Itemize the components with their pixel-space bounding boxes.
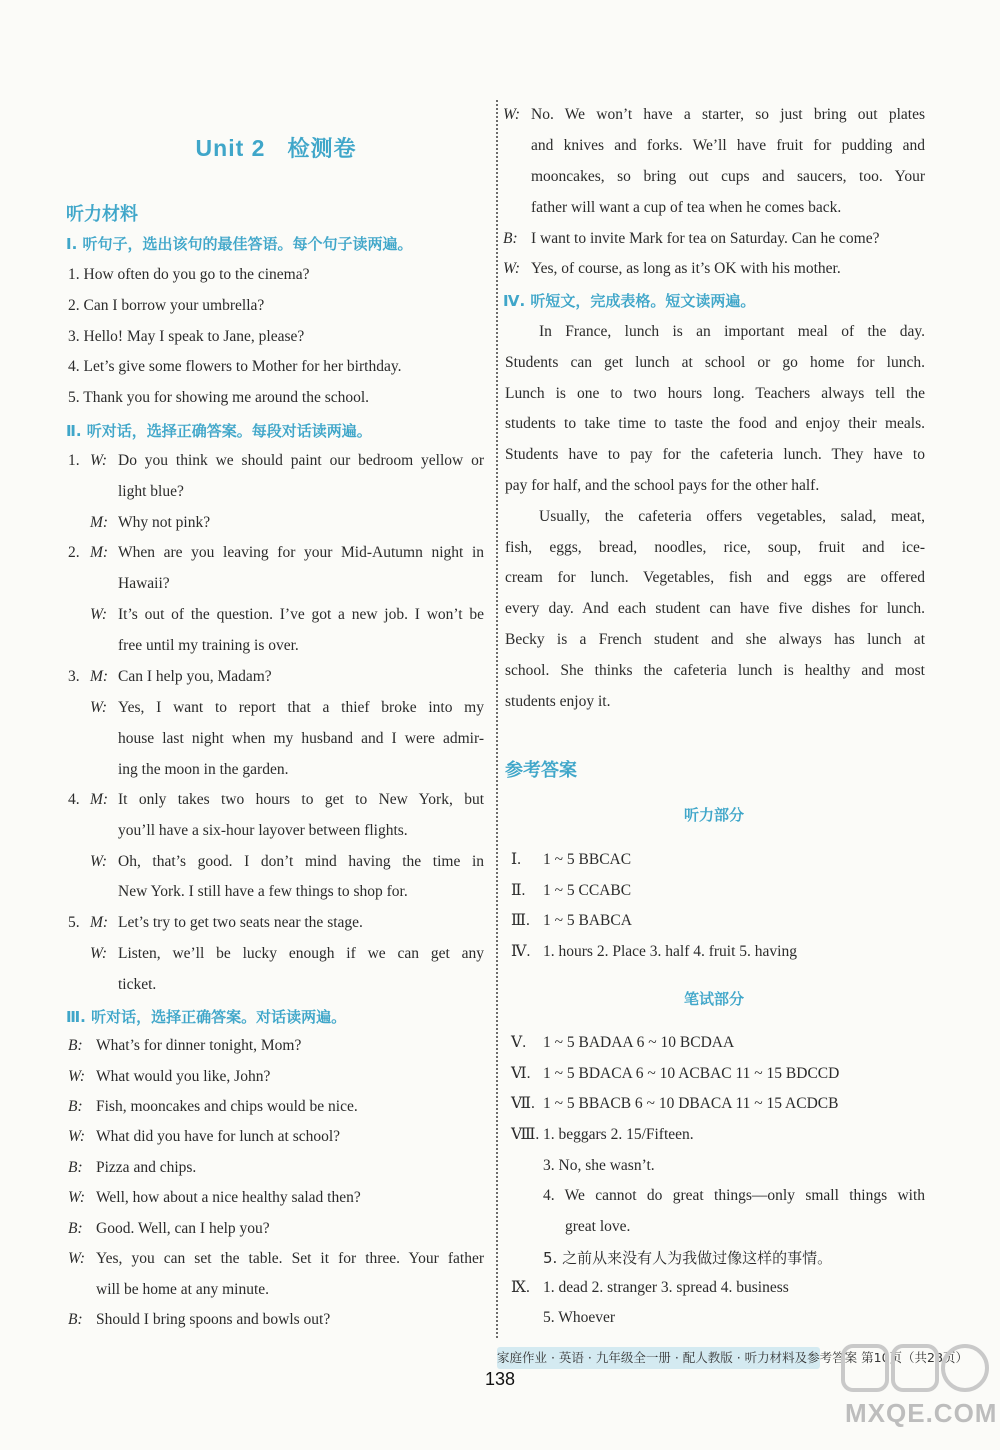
passage-line: pay for half, and the school pays for the other half.	[505, 477, 820, 494]
answer-row	[511, 1064, 839, 1084]
page-number: 138	[484, 1369, 516, 1389]
dialogue-line: What would you like, John?	[96, 1068, 271, 1085]
passage-line: In France, lunch is an important meal of the day.	[539, 323, 925, 340]
dialogue-line: Well, how about a nice healthy salad then?	[96, 1189, 361, 1206]
speaker-label: W:	[90, 853, 108, 870]
answer-row	[511, 942, 797, 962]
speaker-label: B:	[68, 1159, 83, 1176]
dialogue-line: Pizza and chips.	[96, 1159, 197, 1176]
dialogue-line: mooncakes, so bring out cups and saucers, too. Your	[531, 168, 925, 185]
dialogue-line: No. We won’t have a starter, so just bring out plates	[531, 106, 925, 123]
answer-line: 5. Whoever	[543, 1309, 616, 1326]
speaker-label: W:	[503, 106, 521, 123]
dialogue-line: It’s out of the question. I’ve got a new job. I won’t be	[118, 606, 484, 623]
answer-text: 1 ~ 5 BADAA 6 ~ 10 BCDAA	[543, 1034, 735, 1051]
answer-row	[511, 1125, 694, 1145]
dialogue-number: 4.	[68, 791, 80, 808]
answer-text: 1 ~ 5 CCABC	[543, 882, 632, 899]
passage-line: cream for lunch. Vegetables, fish and eggs are offered	[505, 569, 925, 586]
dialogue-line: What did you have for lunch at school?	[96, 1128, 341, 1145]
dialogue-line: Yes, you can set the table. Set it for three. Your father	[96, 1250, 484, 1267]
dialogue-line: Oh, that’s good. I don’t mind having the time in	[118, 853, 484, 870]
column-divider	[496, 100, 498, 1338]
passage-line: every day. And each student can have five dishes for lunch.	[505, 600, 925, 617]
answer-label: Ⅸ.	[511, 1279, 530, 1296]
listening-part-heading: 听力部分	[683, 806, 744, 824]
answer-row	[511, 1033, 734, 1053]
speaker-label: W:	[90, 606, 108, 623]
passage-line: students to take time to taste the food and enjoy their meals.	[505, 415, 925, 432]
listening-heading: 听力材料	[66, 204, 138, 225]
speaker-label: W:	[68, 1189, 86, 1206]
answer-row	[511, 1094, 838, 1114]
dialogue-line: ticket.	[118, 976, 157, 993]
passage-line: Becky is a French student and she always has lunch at	[505, 631, 925, 648]
answer-row	[511, 881, 631, 901]
speaker-label: W:	[90, 699, 108, 716]
speaker-label: B:	[68, 1098, 83, 1115]
dialogue-line: Good. Well, can I help you?	[96, 1220, 270, 1237]
speaker-label: M:	[90, 544, 109, 561]
answer-text: 1. beggars 2. 15/Fifteen.	[543, 1126, 694, 1143]
section-2-heading: Ⅱ. 听对话，选择正确答案。每段对话读两遍。	[66, 422, 372, 440]
part1-line: 1. How often do you go to the cinema?	[68, 266, 310, 283]
dialogue-line: ing the moon in the garden.	[118, 761, 289, 778]
passage-line: Students can get lunch at school or go home for lunch.	[505, 354, 925, 371]
dialogue-line: and knives and forks. We’ll have fruit for pudding and	[531, 137, 925, 154]
dialogue-line: will be home at any minute.	[96, 1281, 270, 1298]
answer-label: Ⅴ.	[511, 1034, 527, 1051]
answer-line: 5. 之前从来没有人为我做过像这样的事情。	[543, 1249, 833, 1267]
answer-label: Ⅵ.	[511, 1065, 531, 1082]
speaker-label: B:	[68, 1220, 83, 1237]
answer-line: 3. No, she wasn’t.	[543, 1157, 655, 1174]
section-4-heading: Ⅳ. 听短文，完成表格。短文读两遍。	[503, 292, 756, 310]
answer-row	[511, 850, 631, 870]
dialogue-line: Why not pink?	[118, 514, 211, 531]
answer-text: 1 ~ 5 BBACB 6 ~ 10 DBACA 11 ~ 15 ACDCB	[543, 1095, 839, 1112]
dialogue-line: house last night when my husband and I were admir-	[118, 730, 484, 747]
dialogue-line: you’ll have a six-hour layover between flights.	[118, 822, 408, 839]
part1-line: 2. Can I borrow your umbrella?	[68, 297, 265, 314]
answers-heading: 参考答案	[505, 760, 577, 781]
answer-text: 1. dead 2. stranger 3. spread 4. business	[543, 1279, 789, 1296]
passage-line: Lunch is one to two hours long. Teachers always tell the	[505, 385, 925, 402]
speaker-label: B:	[68, 1037, 83, 1054]
speaker-label: M:	[90, 791, 109, 808]
answer-text: 1 ~ 5 BDACA 6 ~ 10 ACBAC 11 ~ 15 BDCCD	[543, 1065, 840, 1082]
answer-label: Ⅲ.	[511, 912, 530, 929]
dialogue-line: free until my training is over.	[118, 637, 299, 654]
speaker-label: W:	[68, 1128, 86, 1145]
dialogue-line: When are you leaving for your Mid-Autumn night in	[118, 544, 484, 561]
dialogue-number: 2.	[68, 544, 80, 561]
answer-row	[511, 911, 632, 931]
dialogue-line: Listen, we’ll be lucky enough if we can get any	[118, 945, 484, 962]
answer-label: Ⅱ.	[511, 882, 526, 899]
section-3-heading: Ⅲ. 听对话，选择正确答案。对话读两遍。	[66, 1008, 347, 1026]
passage-line: school. She thinks the cafeteria lunch is healthy and most	[505, 662, 925, 679]
watermark-logo-icon	[835, 1338, 998, 1448]
dialogue-number: 5.	[68, 914, 80, 931]
dialogue-line: I want to invite Mark for tea on Saturday. Can he come?	[531, 230, 880, 247]
answer-text: 1. hours 2. Place 3. half 4. fruit 5. having	[543, 943, 797, 960]
dialogue-line: Can I help you, Madam?	[118, 668, 272, 685]
dialogue-line: Should I bring spoons and bowls out?	[96, 1311, 331, 1328]
passage-line: Usually, the cafeteria offers vegetables, salad, meat,	[539, 508, 925, 525]
speaker-label: W:	[68, 1250, 86, 1267]
speaker-label: M:	[90, 668, 109, 685]
speaker-label: M:	[90, 514, 109, 531]
passage-line: Students have to pay for the cafeteria lunch. They have to	[505, 446, 925, 463]
speaker-label: B:	[503, 230, 518, 247]
writing-part-heading: 笔试部分	[683, 990, 744, 1008]
dialogue-line: New York. I still have a few things to shop for.	[118, 883, 408, 900]
speaker-label: B:	[68, 1311, 83, 1328]
answer-label: Ⅰ.	[511, 851, 521, 868]
answer-text: 1 ~ 5 BABCA	[543, 912, 632, 929]
unit-title	[66, 132, 486, 163]
unit-number: Unit 2	[195, 135, 266, 161]
dialogue-line: What’s for dinner tonight, Mom?	[96, 1037, 302, 1054]
dialogue-line: Do you think we should paint our bedroom yellow or	[118, 452, 484, 469]
answer-line: great love.	[565, 1218, 631, 1235]
dialogue-number: 3.	[68, 668, 80, 685]
unit-name: 检测卷	[287, 137, 357, 162]
part1-line: 5. Thank you for showing me around the school.	[68, 389, 370, 406]
speaker-label: W:	[503, 260, 521, 277]
dialogue-line: father will want a cup of tea when he comes back.	[531, 199, 842, 216]
passage-line: fish, eggs, bread, noodles, rice, soup, fruit and ice-	[505, 539, 925, 556]
speaker-label: W:	[90, 452, 108, 469]
speaker-label: M:	[90, 914, 109, 931]
answer-line: 4. We cannot do great things—only small things with	[543, 1187, 925, 1204]
answer-text: 1 ~ 5 BBCAC	[543, 851, 632, 868]
dialogue-line: Yes, of course, as long as it’s OK with his mother.	[531, 260, 841, 277]
dialogue-line: Hawaii?	[118, 575, 170, 592]
speaker-label: W:	[68, 1068, 86, 1085]
dialogue-line: Fish, mooncakes and chips would be nice.	[96, 1098, 358, 1115]
dialogue-line: It only takes two hours to get to New York, but	[118, 791, 484, 808]
passage-line: students enjoy it.	[505, 693, 611, 710]
dialogue-line: Let’s try to get two seats near the stage.	[118, 914, 363, 931]
dialogue-line: light blue?	[118, 483, 184, 500]
answer-label: Ⅶ.	[511, 1095, 535, 1112]
answer-row	[511, 1278, 789, 1298]
section-1-heading: Ⅰ. 听句子，选出该句的最佳答语。每个句子读两遍。	[66, 235, 413, 253]
answer-label: Ⅳ.	[511, 943, 531, 960]
part1-line: 4. Let’s give some flowers to Mother for her birthday.	[68, 358, 402, 375]
watermark-site: MXQE.COM	[845, 1398, 998, 1428]
part1-line: 3. Hello! May I speak to Jane, please?	[68, 328, 305, 345]
footer-bar: 家庭作业 · 英语 · 九年级全一册 · 配人教版 · 听力材料及参考答案 第10页（共28页）	[497, 1347, 820, 1369]
dialogue-number: 1.	[68, 452, 80, 469]
speaker-label: W:	[90, 945, 108, 962]
dialogue-line: Yes, I want to report that a thief broke into my	[118, 699, 484, 716]
answer-label: Ⅷ.	[511, 1126, 540, 1143]
